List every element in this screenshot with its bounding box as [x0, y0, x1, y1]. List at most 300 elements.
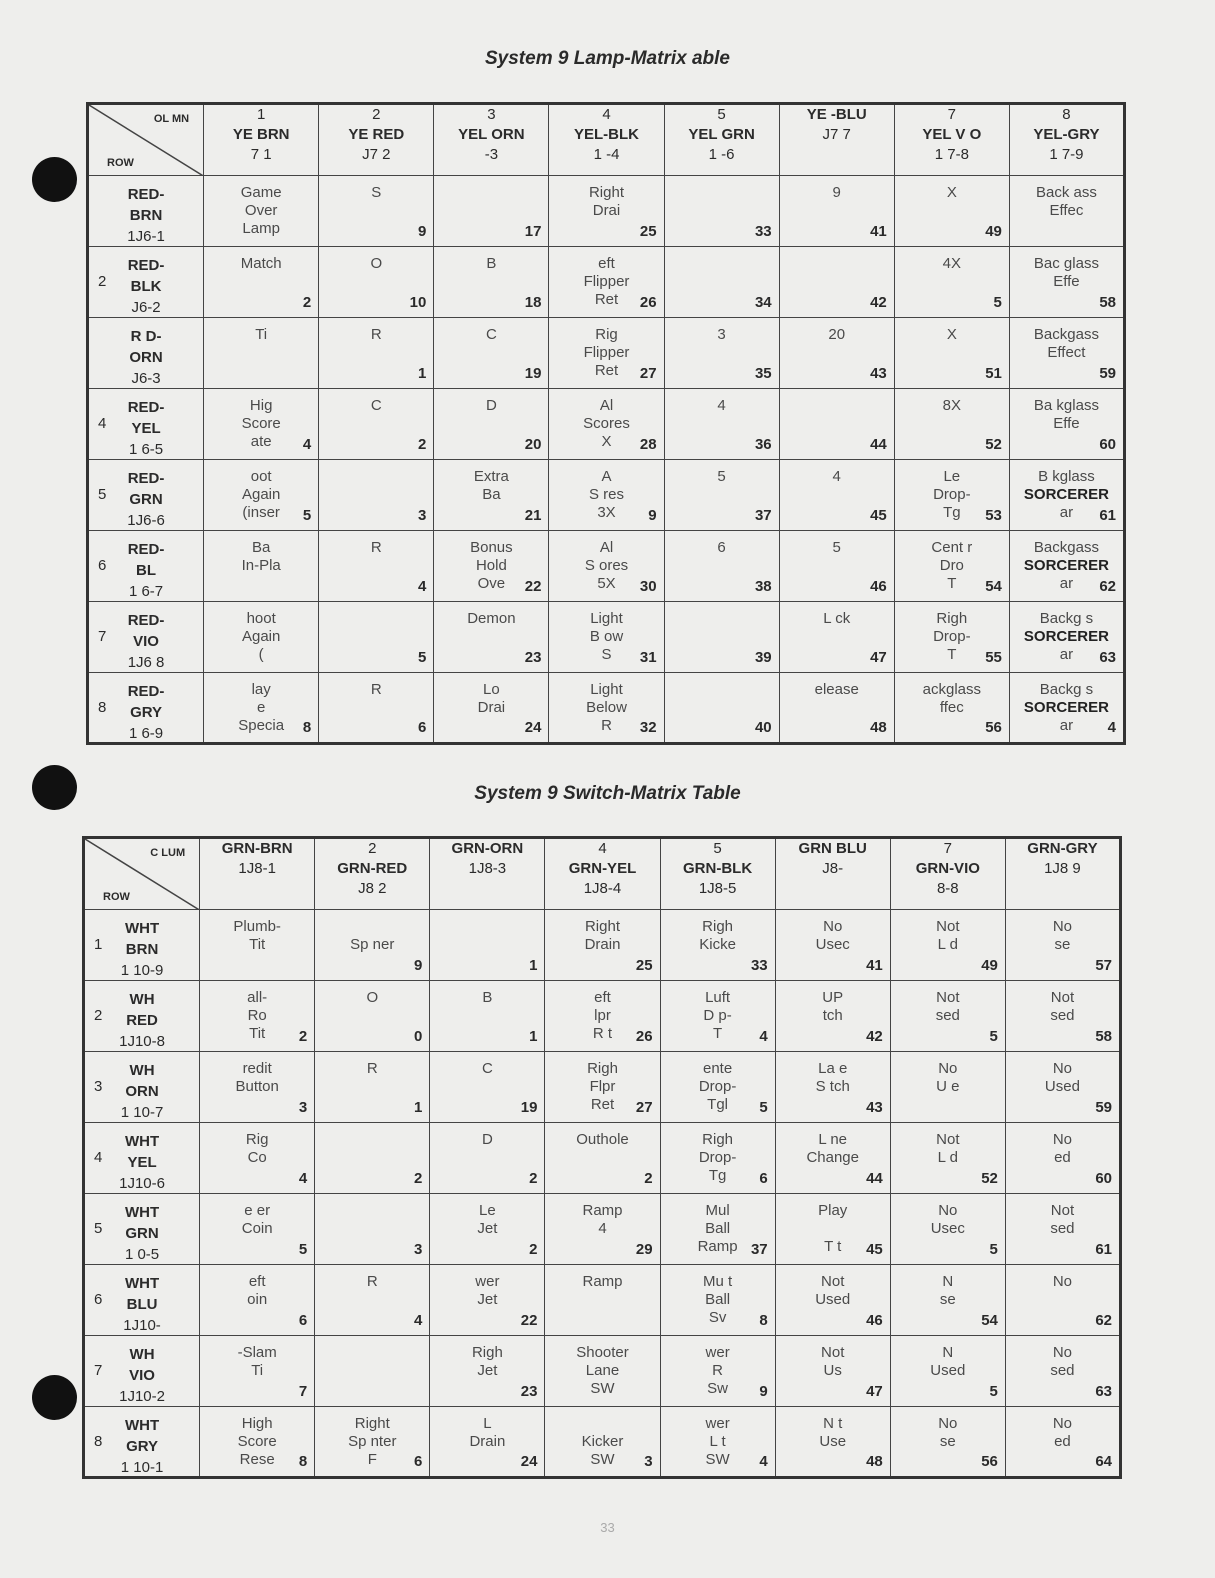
cell-number: 26	[639, 294, 657, 311]
matrix-cell	[664, 389, 779, 460]
cell-number: 23	[520, 1383, 538, 1400]
matrix-cell	[549, 389, 664, 460]
cell-text-line: X	[946, 326, 957, 343]
matrix-cell	[430, 1123, 545, 1194]
row-wire-color: GRY	[126, 1438, 159, 1455]
column-pin: 8-8	[936, 880, 959, 897]
row-wire-color: WHT	[124, 1417, 160, 1434]
cell-text-line: (inser	[242, 504, 280, 521]
matrix-cell	[1009, 531, 1124, 602]
cell-number: 64	[1095, 1453, 1112, 1470]
row-number: 6	[98, 557, 107, 574]
row-wire-color: VIO	[133, 633, 159, 650]
column-pin: 1 7-9	[1049, 146, 1084, 163]
cell-number: 59	[1099, 365, 1116, 382]
column-header	[660, 838, 775, 910]
page-number: 33	[600, 1520, 615, 1535]
cell-text-line: No	[1052, 1060, 1073, 1077]
matrix-cell	[545, 1407, 660, 1478]
cell-number: 58	[1095, 1028, 1112, 1045]
cell-text-line: Drai	[477, 699, 506, 716]
row-header	[84, 1407, 200, 1478]
cell-number: 47	[866, 1383, 883, 1400]
cell-text-line: 4	[598, 1220, 607, 1237]
cell-text-line: Hold	[475, 557, 507, 574]
cell-number: 60	[1095, 1170, 1112, 1187]
matrix-cell	[779, 389, 894, 460]
matrix-cell	[430, 1407, 545, 1478]
cell-number: 38	[754, 578, 772, 595]
cell-text-line	[1006, 1291, 1119, 1309]
row-pin: 1J6-1	[127, 228, 165, 245]
column-wire-color: GRN-BRN	[221, 840, 293, 857]
cell-text-line: ar	[1059, 646, 1074, 663]
matrix-cell	[545, 1265, 660, 1336]
row-pin: 1 10-9	[120, 962, 164, 979]
table-row	[88, 318, 1125, 389]
cell-text-line: Co	[247, 1149, 267, 1166]
cell-number: 48	[866, 1453, 883, 1470]
matrix-cell	[319, 602, 434, 673]
cell-number: 28	[639, 436, 657, 453]
row-wire-color: RED-	[127, 399, 165, 416]
matrix-cell	[664, 460, 779, 531]
cell-text-line: Righ	[471, 1344, 503, 1361]
cell-text-line: Coin	[241, 1220, 273, 1237]
cell-text-line: Not	[936, 918, 960, 935]
matrix-cell	[315, 981, 430, 1052]
cell-number: 44	[870, 436, 887, 453]
matrix-cell	[319, 531, 434, 602]
cell-text-line: A	[601, 468, 612, 485]
cell-number: 19	[524, 365, 542, 382]
column-pin: 1 7-8	[934, 146, 969, 163]
row-number: 8	[94, 1433, 103, 1450]
cell-text-line: 5	[832, 539, 841, 556]
column-header	[430, 838, 545, 910]
cell-text-line: R	[370, 539, 382, 556]
row-wire-color: RED	[126, 1012, 158, 1029]
column-header	[315, 838, 430, 910]
cell-number: 48	[870, 719, 887, 736]
cell-text-line: wer	[705, 1415, 730, 1432]
cell-text-line: Not	[821, 1273, 845, 1290]
matrix-cell	[545, 1052, 660, 1123]
cell-number: 32	[639, 719, 657, 736]
matrix-cell	[775, 1265, 890, 1336]
cell-number: 35	[754, 365, 772, 382]
row-pin: 1J6-6	[127, 512, 165, 529]
row-wire-color: WHT	[124, 1275, 160, 1292]
matrix-cell	[894, 602, 1009, 673]
column-header	[545, 838, 660, 910]
matrix-cell	[319, 389, 434, 460]
row-pin: 1J10-	[123, 1317, 161, 1334]
switch-matrix-title: System 9 Switch-Matrix Table	[474, 783, 741, 804]
cell-text-line: S	[601, 646, 612, 663]
cell-number: 1	[529, 1028, 538, 1045]
cell-number: 4	[759, 1453, 768, 1470]
matrix-cell	[545, 981, 660, 1052]
cell-text-line	[315, 1131, 429, 1149]
matrix-cell	[779, 176, 894, 247]
matrix-cell	[779, 247, 894, 318]
matrix-cell	[660, 1194, 775, 1265]
column-wire-color: YE -BLU	[806, 106, 867, 123]
cell-text-line: No	[1052, 918, 1073, 935]
cell-text-line: Usec	[815, 936, 850, 953]
cell-text-line: wer	[705, 1344, 730, 1361]
matrix-cell	[775, 1123, 890, 1194]
cell-number: 4	[302, 436, 312, 453]
row-label: ROW	[103, 891, 130, 903]
table-row	[84, 1407, 1121, 1478]
matrix-cell	[200, 1052, 315, 1123]
cell-text-line: sed	[1050, 1007, 1075, 1024]
cell-number: 26	[635, 1028, 653, 1045]
matrix-cell	[890, 910, 1005, 981]
cell-number: 47	[870, 649, 887, 666]
cell-number: 9	[417, 223, 427, 240]
cell-text-line: Over	[244, 202, 278, 219]
cell-text-line	[776, 1220, 890, 1238]
switch-matrix-table	[82, 836, 1122, 1479]
column-pin: 1 -6	[708, 146, 735, 163]
cell-number: 54	[981, 1312, 998, 1329]
matrix-cell	[315, 1336, 430, 1407]
row-wire-color: RED-	[127, 612, 165, 629]
column-header	[319, 104, 434, 176]
column-wire-color: YEL-BLK	[573, 126, 639, 143]
cell-number: 27	[639, 365, 657, 382]
matrix-cell	[549, 602, 664, 673]
matrix-cell	[894, 389, 1009, 460]
column-number: 7	[943, 840, 952, 857]
cell-number: 61	[1099, 507, 1116, 524]
cell-text-line: Rese	[239, 1451, 275, 1468]
row-number: 1	[94, 936, 103, 953]
matrix-cell	[1009, 673, 1124, 744]
cell-number: 22	[524, 578, 542, 595]
column-number: 5	[713, 840, 722, 857]
column-wire-color: GRN-GRY	[1027, 840, 1098, 857]
cell-text-line	[315, 1202, 429, 1220]
matrix-cell	[200, 981, 315, 1052]
matrix-cell	[779, 673, 894, 744]
matrix-cell	[894, 460, 1009, 531]
column-wire-color: GRN BLU	[798, 840, 867, 857]
matrix-cell	[660, 1265, 775, 1336]
cell-text-line: Ret	[594, 362, 619, 379]
column-wire-color: YEL ORN	[458, 126, 525, 143]
cell-text-line: In-Pla	[241, 557, 281, 574]
row-header	[88, 673, 204, 744]
table-row	[88, 531, 1125, 602]
cell-text-line: Ti	[255, 326, 268, 343]
cell-text-line: R	[712, 1362, 724, 1379]
cell-text-line: Drop-	[698, 1078, 737, 1095]
column-wire-color: GRN-RED	[337, 860, 408, 877]
column-wire-color: GRN-VIO	[915, 860, 980, 877]
cell-number: 44	[866, 1170, 883, 1187]
matrix-cell	[430, 1265, 545, 1336]
cell-number: 23	[524, 649, 542, 666]
cell-number: 5	[417, 649, 427, 666]
row-pin: 1 10-1	[120, 1459, 164, 1476]
matrix-cell	[430, 1336, 545, 1407]
matrix-cell	[204, 602, 319, 673]
matrix-cell	[315, 910, 430, 981]
row-pin: J6-2	[131, 299, 161, 316]
column-number: 2	[372, 106, 381, 123]
column-pin: J7 7	[822, 126, 851, 143]
cell-number: 2	[529, 1241, 538, 1258]
cell-text-line: No	[1052, 1344, 1073, 1361]
cell-text-line: Right	[584, 918, 620, 935]
cell-text-line: Righ	[587, 1060, 618, 1077]
table-row	[84, 910, 1121, 981]
cell-text-line: tch	[822, 1007, 843, 1024]
cell-text-line: Back ass	[1036, 184, 1097, 201]
matrix-cell	[204, 176, 319, 247]
row-number: 2	[98, 273, 107, 290]
cell-text-line: Effe	[1053, 415, 1080, 432]
header-row	[84, 838, 1121, 910]
cell-text-line: Score	[241, 415, 281, 432]
row-wire-color: RED-	[127, 683, 165, 700]
cell-text-line: U e	[936, 1078, 960, 1095]
row-number: 2	[94, 1007, 103, 1024]
row-number: 7	[98, 628, 107, 645]
cell-text-line: Drop-	[933, 628, 971, 645]
cell-text-line: 3X	[597, 504, 616, 521]
row-header	[88, 247, 204, 318]
header-row	[88, 104, 1125, 176]
column-label: C LUM	[150, 847, 186, 859]
cell-text-line: ate	[250, 433, 272, 450]
cell-text-line: Al	[599, 539, 614, 556]
cell-number: 61	[1095, 1241, 1112, 1258]
cell-text-line: Ball	[705, 1220, 731, 1237]
cell-text-line: eft	[248, 1273, 266, 1290]
cell-number: 20	[524, 436, 542, 453]
cell-number: 1	[413, 1099, 423, 1116]
column-header	[200, 838, 315, 910]
column-header	[779, 104, 894, 176]
matrix-cell	[204, 460, 319, 531]
matrix-cell	[549, 247, 664, 318]
matrix-cell	[775, 981, 890, 1052]
cell-number: 41	[870, 223, 887, 240]
cell-text-line: ar	[1059, 575, 1074, 592]
cell-text-line: all-	[247, 989, 268, 1006]
cell-number: 62	[1099, 578, 1116, 595]
table-row	[88, 389, 1125, 460]
cell-text-line	[780, 397, 894, 415]
cell-text-line: Righ	[702, 918, 734, 935]
row-wire-color: BLU	[126, 1296, 158, 1313]
matrix-cell	[664, 247, 779, 318]
matrix-cell	[660, 1052, 775, 1123]
matrix-cell	[200, 1194, 315, 1265]
cell-text-line: Hig	[249, 397, 273, 414]
matrix-cell	[315, 1407, 430, 1478]
cell-text-line: Backg s	[1039, 681, 1094, 698]
cell-text-line: L d	[937, 1149, 958, 1166]
matrix-cell	[1009, 389, 1124, 460]
cell-text-line: Flpr	[589, 1078, 616, 1095]
row-label: ROW	[107, 157, 134, 169]
cell-number: 51	[985, 365, 1002, 382]
matrix-cell	[204, 389, 319, 460]
matrix-cell	[204, 531, 319, 602]
cell-text-line: ar	[1059, 504, 1074, 521]
row-wire-color: GRN	[125, 1225, 159, 1242]
cell-text-line: Tit	[249, 1025, 266, 1042]
cell-text-line: Ret	[590, 1096, 615, 1113]
cell-text-line	[434, 184, 548, 202]
lamp-matrix-title: System 9 Lamp-Matrix able	[485, 48, 730, 69]
row-wire-color: RED-	[127, 541, 165, 558]
cell-number: 6	[417, 719, 427, 736]
matrix-cell	[660, 1123, 775, 1194]
binder-hole	[32, 1375, 77, 1420]
cell-text-line: SW	[705, 1451, 730, 1468]
column-pin: J7 2	[362, 146, 391, 163]
row-header	[88, 176, 204, 247]
column-wire-color: YEL-GRY	[1033, 126, 1100, 143]
column-wire-color: YEL V O	[922, 126, 982, 143]
row-number: 8	[98, 699, 107, 716]
cell-text-line: L d	[937, 936, 958, 953]
cell-number: 30	[639, 578, 657, 595]
cell-text-line: D	[485, 397, 497, 414]
cell-text-line: R t	[592, 1025, 613, 1042]
corner-header	[84, 838, 200, 910]
cell-text-line: High	[241, 1415, 273, 1432]
cell-text-line: 9	[832, 184, 841, 201]
cell-number: 2	[417, 436, 427, 453]
row-number: 4	[94, 1149, 103, 1166]
cell-text-line: oin	[247, 1291, 268, 1308]
cell-text-line	[665, 255, 779, 273]
row-header	[84, 1123, 200, 1194]
row-pin: 1 0-5	[124, 1246, 160, 1263]
cell-number: 4	[417, 578, 427, 595]
column-pin: J8-	[822, 860, 844, 877]
cell-text-line: Scores	[583, 415, 630, 432]
cell-text-line: ar	[1059, 717, 1074, 734]
cell-text-line: lpr	[594, 1007, 611, 1024]
cell-text-line: L t	[709, 1433, 726, 1450]
matrix-cell	[1009, 318, 1124, 389]
cell-text-line: O	[366, 989, 379, 1006]
row-wire-color: RED-	[127, 186, 165, 203]
cell-text-line: F	[367, 1451, 377, 1468]
cell-text-line: 3	[717, 326, 726, 343]
cell-text-line: N	[942, 1344, 954, 1361]
matrix-cell	[894, 531, 1009, 602]
matrix-cell	[545, 1123, 660, 1194]
cell-number: 7	[298, 1383, 308, 1400]
cell-text-line: elease	[814, 681, 859, 698]
cell-number: 19	[520, 1099, 538, 1116]
cell-text-line: Not	[1050, 1202, 1075, 1219]
row-number: 3	[94, 1078, 103, 1095]
row-wire-color: ORN	[129, 349, 163, 366]
cell-text-line: Demon	[467, 610, 516, 627]
cell-text-line: Drop-	[933, 486, 971, 503]
cell-text-line: Le	[943, 468, 961, 485]
column-pin: 1J8-3	[468, 860, 507, 877]
matrix-cell	[549, 673, 664, 744]
cell-text-line: lay	[251, 681, 271, 698]
row-wire-color: BRN	[129, 207, 163, 224]
row-wire-color: WHT	[124, 1133, 160, 1150]
matrix-cell	[664, 531, 779, 602]
table-row	[84, 981, 1121, 1052]
cell-number: 46	[866, 1312, 883, 1329]
row-header	[84, 981, 200, 1052]
cell-number: 9	[648, 507, 657, 524]
matrix-cell	[1009, 247, 1124, 318]
row-wire-color: ORN	[125, 1083, 159, 1100]
cell-number: 52	[981, 1170, 998, 1187]
row-pin: 1 6-5	[128, 441, 164, 458]
cell-number: 3	[644, 1453, 653, 1470]
matrix-cell	[1005, 1265, 1120, 1336]
cell-text-line: Bac glass	[1033, 255, 1099, 272]
cell-text-line: ackglass	[922, 681, 981, 698]
cell-text-line: No	[938, 1415, 958, 1432]
cell-number: 25	[639, 223, 657, 240]
matrix-cell	[779, 531, 894, 602]
cell-number: 57	[1095, 957, 1112, 974]
cell-text-line: C	[370, 397, 382, 414]
binder-hole	[32, 157, 77, 202]
cell-text-line: Bonus	[470, 539, 513, 556]
matrix-cell	[434, 318, 549, 389]
cell-text-line: O	[370, 255, 383, 272]
cell-text-line: La e	[818, 1060, 848, 1077]
row-wire-color: WH	[129, 1346, 155, 1363]
cell-text-line: Tg	[943, 504, 961, 521]
matrix-cell	[890, 1336, 1005, 1407]
matrix-cell	[1009, 460, 1124, 531]
row-pin: J6-3	[131, 370, 161, 387]
cell-number: 39	[754, 649, 772, 666]
cell-number: 41	[866, 957, 883, 974]
lamp-matrix-table	[86, 102, 1126, 745]
cell-text-line: C	[481, 1060, 493, 1077]
cell-text-line: B ow	[589, 628, 624, 645]
cell-text-line: Ba	[251, 539, 271, 556]
matrix-cell	[1009, 176, 1124, 247]
cell-number: 5	[993, 294, 1002, 311]
matrix-cell	[204, 318, 319, 389]
matrix-cell	[200, 1407, 315, 1478]
cell-text-line: Us	[823, 1362, 842, 1379]
cell-number: 17	[524, 223, 542, 240]
row-header	[84, 910, 200, 981]
cell-text-line: Used	[1044, 1078, 1080, 1095]
cell-text-line	[319, 468, 433, 486]
cell-number: 18	[524, 294, 542, 311]
column-wire-color: YE RED	[348, 126, 405, 143]
matrix-cell	[894, 673, 1009, 744]
cell-text-line: eft	[594, 989, 611, 1006]
cell-text-line: Not	[1050, 989, 1075, 1006]
